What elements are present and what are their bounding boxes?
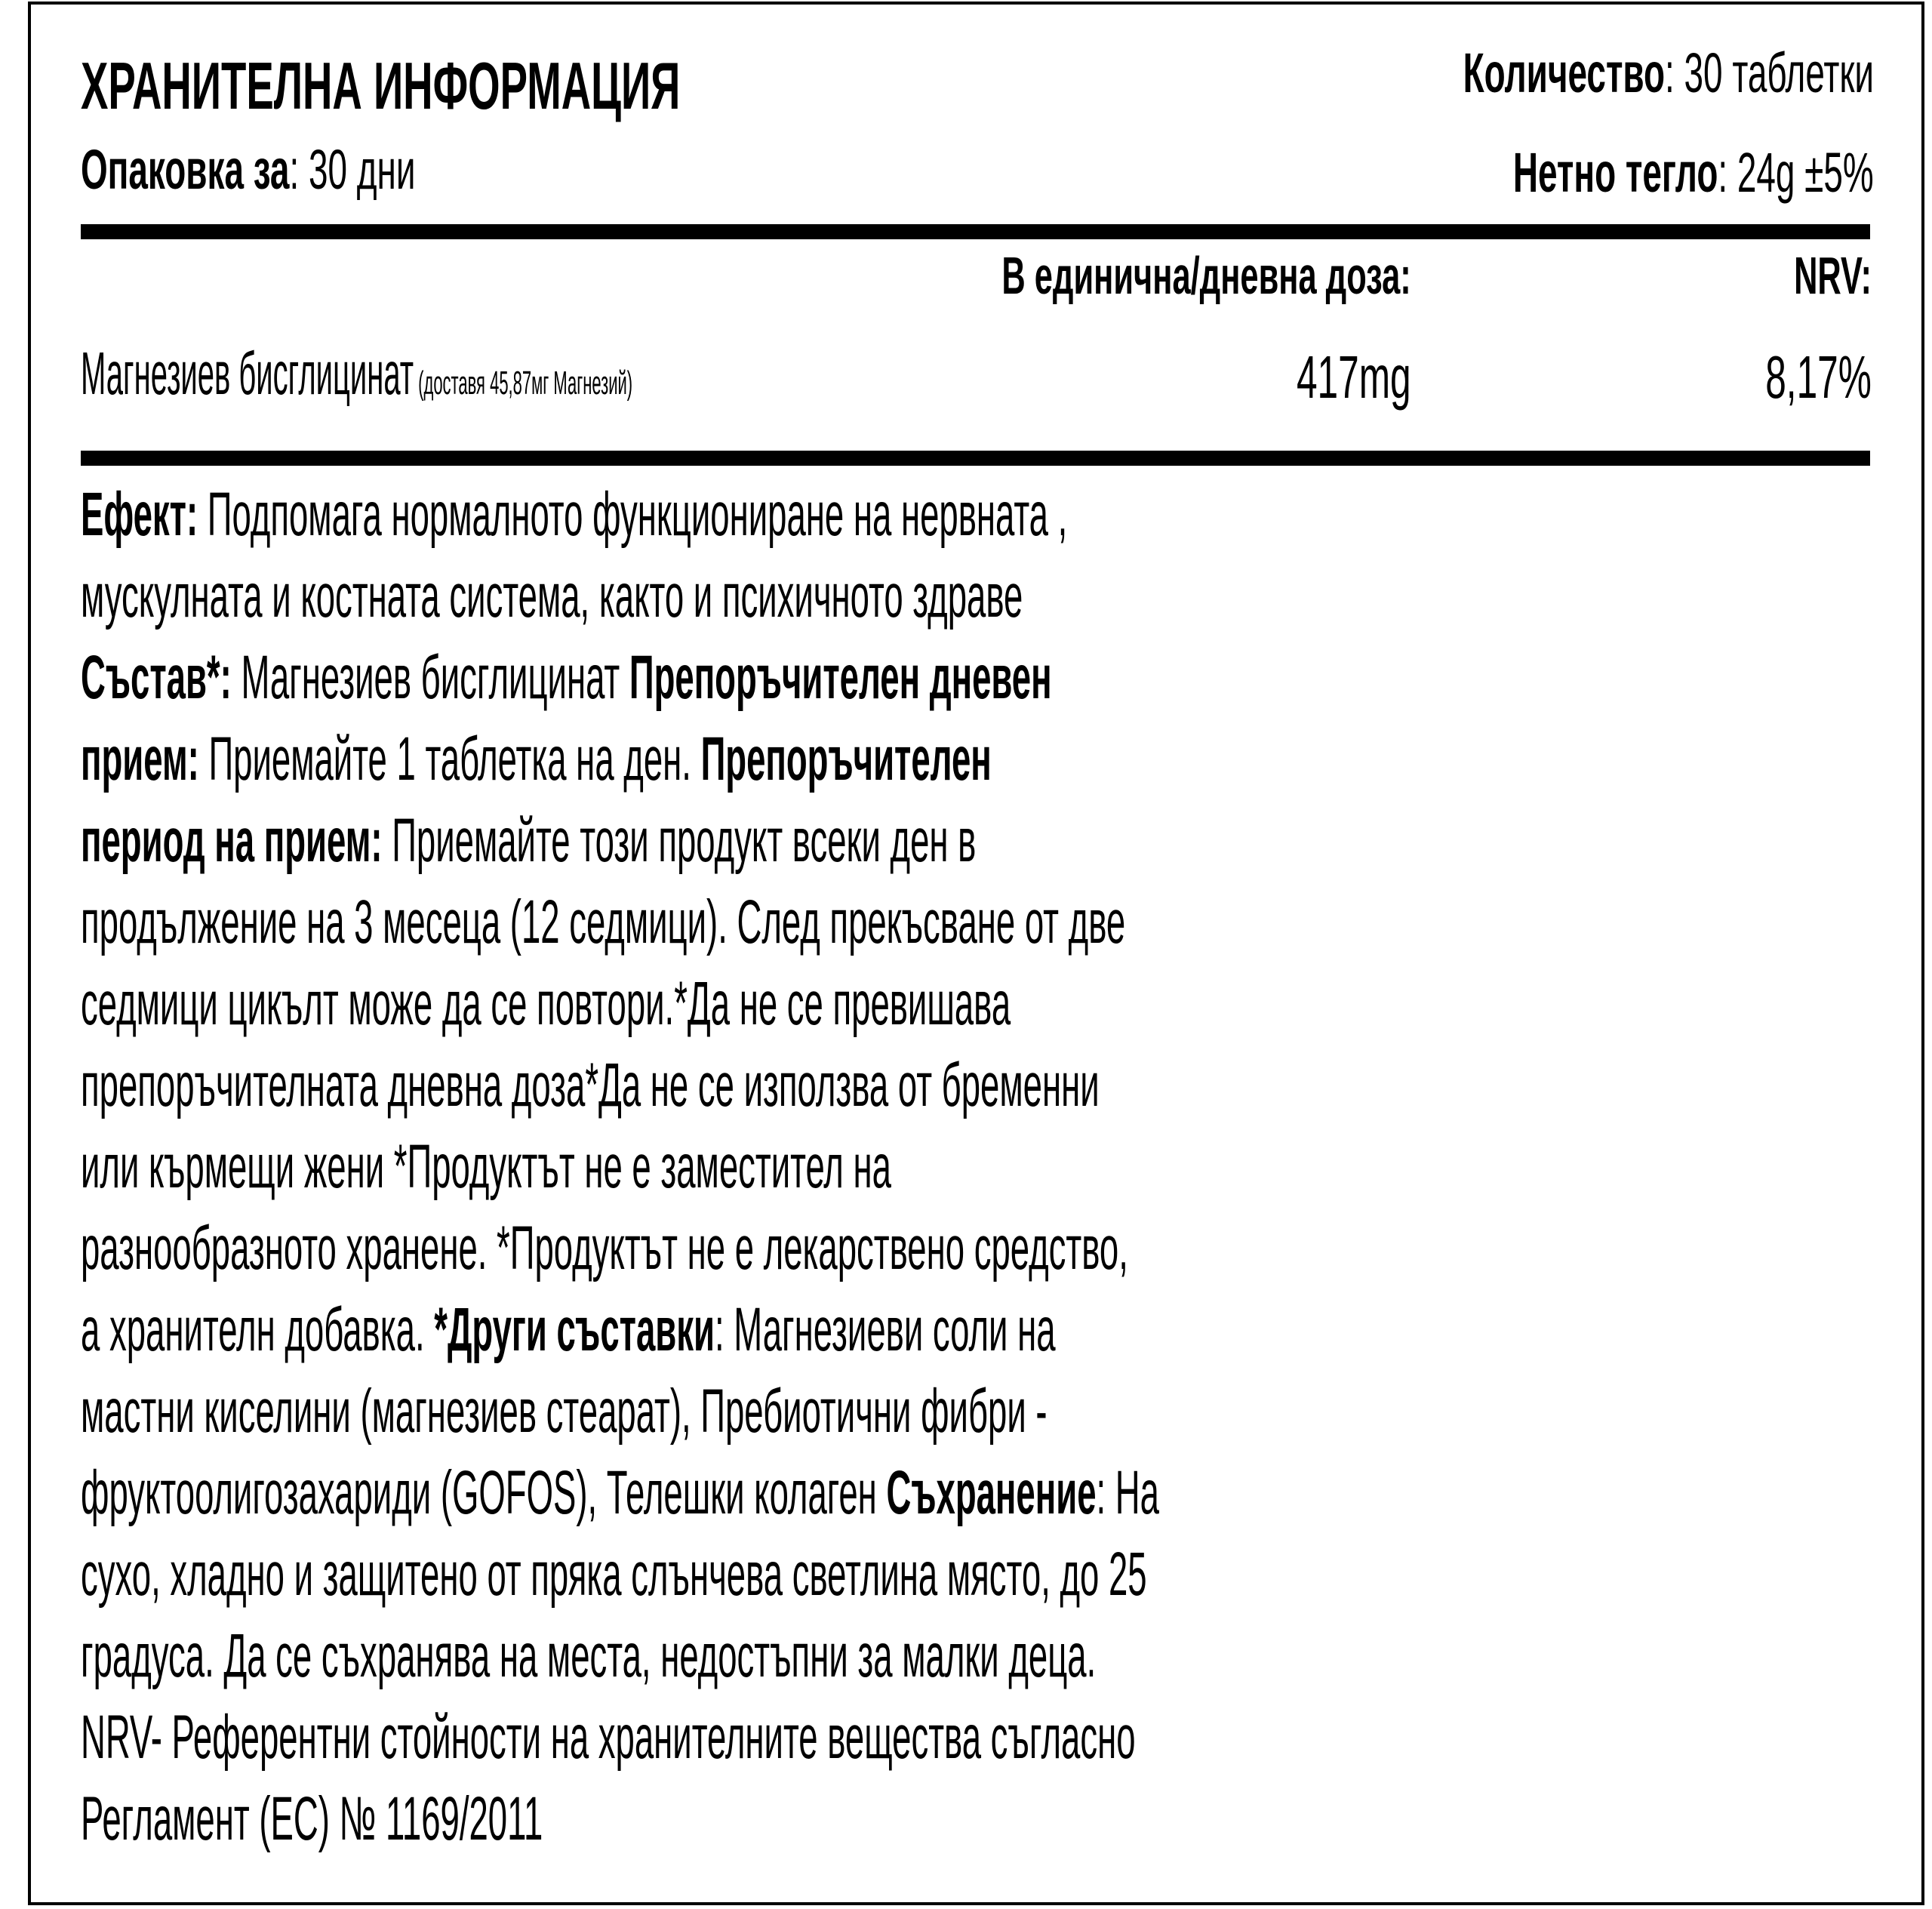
body-text: препоръчителната дневна доза*Да не се използва от бременни	[81, 1051, 1100, 1119]
package-label: Опаковка за	[81, 138, 290, 201]
body-text: Подпомага нормалното функциониране на нервната ,	[198, 480, 1068, 549]
body-text: Приемайте 1 таблетка на ден.	[198, 725, 701, 793]
body-line	[81, 1452, 1870, 1534]
body-heading: Съхранение	[886, 1458, 1097, 1527]
body-text: разнообразното хранене. *Продуктът не е лекарствено средство,	[81, 1214, 1128, 1282]
body-line	[81, 719, 1870, 800]
body-line	[81, 1371, 1870, 1452]
quantity-value: : 30 таблетки	[1665, 42, 1874, 104]
body-text: фруктоолигозахариди (GOFOS), Телешки колаген	[81, 1458, 887, 1527]
body-text: или кърмещи жени *Продуктът не е заместител на	[81, 1132, 891, 1201]
body-text: NRV- Референтни стойности на хранителните вещества съгласно	[81, 1703, 1136, 1772]
body-text: мускулната и костната система, както и психичното здраве	[81, 562, 1023, 630]
body-text: а хранителн добавка.	[81, 1295, 435, 1364]
label-title: ХРАНИТЕЛНА ИНФОРМАЦИЯ	[81, 48, 681, 123]
body-line	[81, 800, 1870, 882]
body-line	[81, 1615, 1870, 1697]
body-heading: прием:	[81, 725, 199, 793]
body-line	[81, 882, 1870, 963]
column-header-dose: В единична/дневна доза:	[1001, 246, 1411, 305]
body-text: градуса. Да се съхранява на места, недостъпни за малки деца.	[81, 1621, 1097, 1690]
divider-top	[81, 224, 1870, 239]
body-text: Приемайте този продукт всеки ден в	[382, 806, 977, 875]
body-line	[81, 637, 1870, 719]
body-heading: период на прием:	[81, 806, 383, 875]
body-heading: Ефект:	[81, 480, 198, 549]
ingredient-name: Магнезиев бисглицинат	[81, 340, 414, 407]
ingredient-dose: 417mg	[1297, 343, 1411, 411]
body-line	[81, 1208, 1870, 1289]
package-duration	[81, 138, 620, 201]
package-value: : 30 дни	[289, 138, 416, 201]
body-heading: *Други съставки	[434, 1295, 715, 1364]
body-line	[81, 1697, 1870, 1778]
column-header-nrv: NRV:	[1794, 246, 1872, 305]
description-body	[81, 474, 1870, 1860]
divider-bottom	[81, 451, 1870, 466]
body-text: продължение на 3 месеца (12 седмици). След прекъсване от две	[81, 888, 1126, 956]
body-line	[81, 556, 1870, 637]
ingredient-row	[81, 340, 1184, 407]
body-line	[81, 474, 1870, 556]
body-line	[81, 1289, 1870, 1371]
body-text: Регламент (ЕС) № 1169/2011	[81, 1784, 543, 1853]
body-line	[81, 963, 1870, 1045]
net-weight-value: : 24g ±5%	[1718, 141, 1874, 204]
body-line	[81, 1778, 1870, 1860]
body-heading: Препоръчителен дневен	[629, 643, 1052, 712]
quantity	[1211, 42, 1874, 104]
body-text: мастни киселини (магнезиев стеарат), Пребиотични фибри -	[81, 1377, 1048, 1446]
body-text: седмици цикълт може да се повтори.*Да не се превишава	[81, 969, 1011, 1038]
body-text: : На	[1096, 1458, 1159, 1527]
body-text: сухо, хладно и защитено от пряка слънчева светлина място, до 25	[81, 1540, 1147, 1609]
body-line	[81, 1045, 1870, 1126]
body-text: : Магнезиеви соли на	[714, 1295, 1056, 1364]
ingredient-note: (доставя 45,87мг Магнезий)	[414, 365, 633, 402]
body-text: Магнезиев бисглицинат	[231, 643, 629, 712]
net-weight-label: Нетно тегло	[1513, 141, 1718, 204]
quantity-label: Количество	[1463, 42, 1666, 104]
body-heading: Състав*:	[81, 643, 232, 712]
ingredient-nrv: 8,17%	[1765, 343, 1872, 411]
body-line	[81, 1126, 1870, 1208]
body-heading: Препоръчителен	[700, 725, 992, 793]
net-weight	[1292, 141, 1874, 204]
body-line	[81, 1534, 1870, 1615]
